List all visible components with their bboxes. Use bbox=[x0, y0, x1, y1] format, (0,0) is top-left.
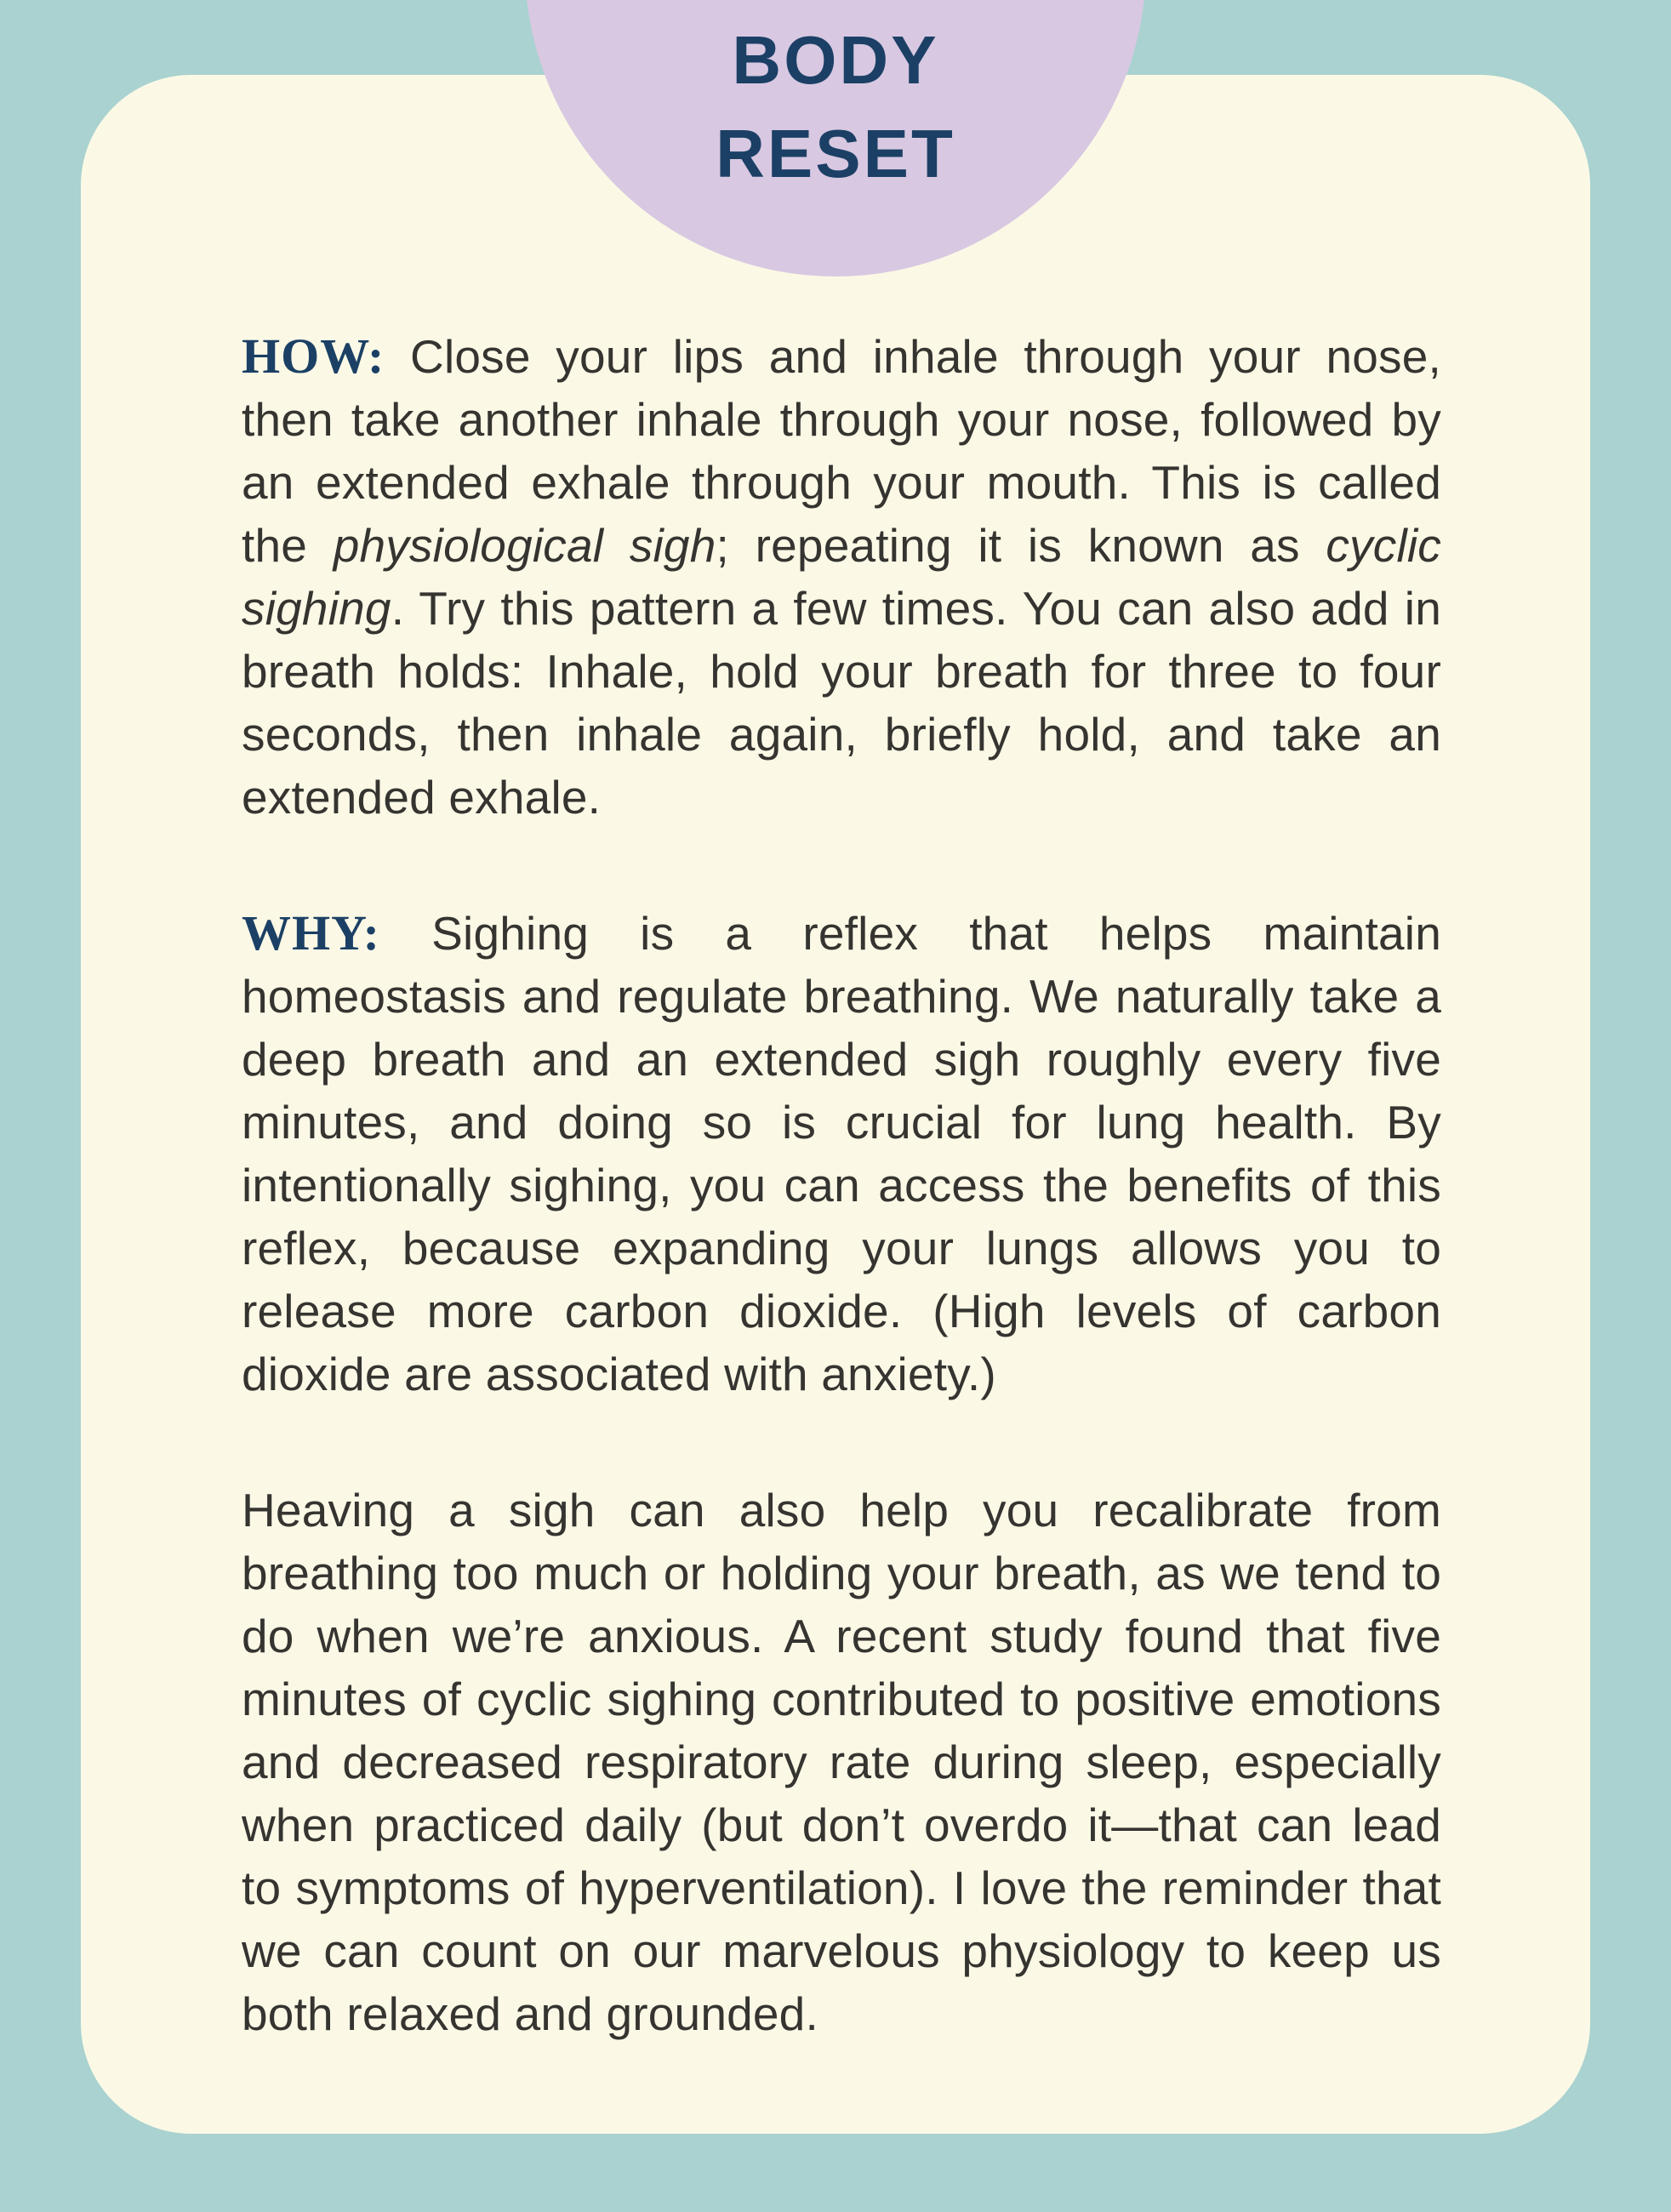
text-segment: Close your lips and inhale through your nose, then take another inhale through your nose, followed by an extended exhale through your mouth. This is called the bbox=[242, 330, 1442, 572]
paragraph-3 bbox=[242, 1479, 1441, 2045]
badge-title-line-2: RESET bbox=[716, 116, 955, 191]
text-segment: cyclic sighing bbox=[242, 519, 1441, 635]
text-segment: Heaving a sigh can also help you recalibrate from breathing too much or holding your breath, as we tend to do when we’re anxious. A recent study found that five minutes of cyclic sighing contributed to positive emotions and decreased respiratory rate during sleep, especially when practiced daily (but don’t overdo it—that can lead to symptoms of hyperventilation). I love the reminder that we can count on our marvelous physiology to keep us both relaxed and grounded. bbox=[242, 1484, 1441, 2040]
text-segment: Sighing is a reflex that helps maintain homeostasis and regulate breathing. We naturally take a deep breath and an extended sigh roughly every five minutes, and doing so is crucial for lung health. By intentionally sighing, you can access the benefits of this reflex, because expanding your lungs allows you to release more carbon dioxide. (High levels of carbon dioxide are associated with anxiety.) bbox=[242, 907, 1441, 1400]
text-segment: . Try this pattern a few times. You can also add in breath holds: Inhale, hold your breath for three to four seconds, then inhale again, briefly hold, and take an extended exhale. bbox=[242, 582, 1441, 824]
badge-title bbox=[508, 14, 1163, 201]
body-text bbox=[242, 325, 1441, 2045]
text-segment: ; repeating it is known as bbox=[716, 519, 1326, 572]
paragraph-2 bbox=[242, 902, 1441, 1405]
badge-title-line-1: BODY bbox=[732, 22, 939, 98]
paragraph-label: WHY: bbox=[242, 905, 432, 961]
paragraph-label: HOW: bbox=[242, 328, 411, 384]
text-segment: physiological sigh bbox=[333, 519, 716, 572]
paragraph-1 bbox=[242, 325, 1441, 829]
